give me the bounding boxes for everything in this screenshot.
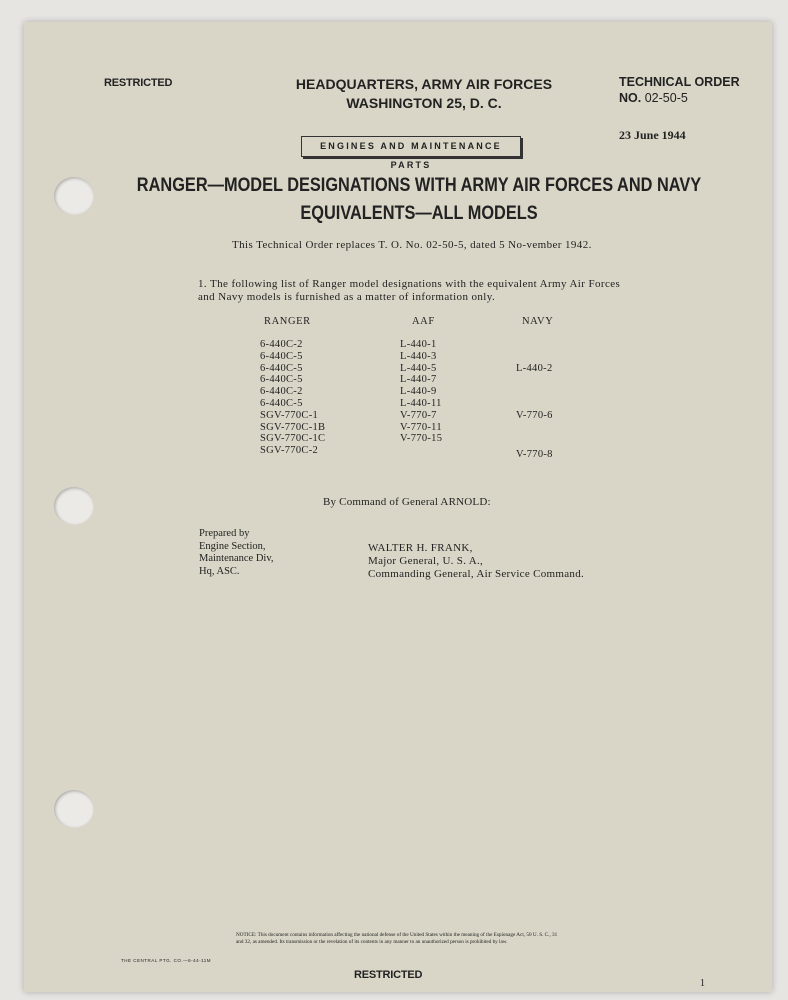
punch-hole	[54, 487, 94, 525]
page-number: 1	[700, 978, 705, 989]
aaf-model-cell: L-440-3	[400, 350, 437, 362]
ranger-model-cell: 6-440C-5	[260, 374, 303, 386]
signatory-rank: Major General, U. S. A.,	[368, 555, 484, 567]
navy-model-cell: L-440-2	[516, 362, 553, 374]
column-header-navy: NAVY	[522, 316, 554, 327]
title-line-1: RANGER—MODEL DESIGNATIONS WITH ARMY AIR FORCES AND NAVY	[136, 175, 702, 196]
to-no-label: NO.	[619, 91, 642, 105]
ranger-model-cell: SGV-770C-1	[260, 409, 319, 421]
punch-hole	[54, 790, 94, 828]
to-label: TECHNICAL ORDER	[619, 75, 740, 89]
technical-order-number	[619, 74, 740, 106]
navy-model-cell: V-770-6	[516, 409, 553, 421]
replaces-note: This Technical Order replaces T. O. No. 02-50-5, dated 5 No-vember 1942.	[232, 239, 592, 251]
printer-line: THE CENTRAL PTG. CO.—6-44-11M	[121, 958, 212, 963]
ranger-model-cell: 6-440C-5	[260, 398, 303, 409]
navy-model-cell: V-770-8	[516, 449, 553, 461]
hq-line-2: WASHINGTON 25, D. C.	[346, 95, 502, 111]
document-title	[131, 172, 707, 228]
aaf-model-cell: V-770-7	[400, 409, 437, 421]
prepared-line: Hq, ASC.	[199, 565, 240, 577]
punch-hole	[54, 177, 94, 215]
restricted-marking-top: RESTRICTED	[104, 77, 173, 89]
prepared-line: Engine Section,	[199, 540, 266, 552]
document-page	[24, 22, 772, 992]
ranger-model-cell: 6-440C-5	[260, 362, 303, 374]
command-line: By Command of General ARNOLD:	[323, 496, 491, 508]
aaf-model-cell: L-440-1	[400, 339, 437, 350]
aaf-model-cell: V-770-15	[400, 433, 443, 445]
column-header-ranger: RANGER	[264, 316, 311, 327]
ranger-model-cell: SGV-770C-1C	[260, 433, 326, 445]
signature-block	[368, 542, 584, 581]
aaf-model-cell: L-440-9	[400, 386, 437, 398]
paragraph-1: 1. The following list of Ranger model designations with the equivalent Army Air Forces and Navy models is furnished as a matter of information only.	[198, 278, 621, 303]
restricted-marking-bottom: RESTRICTED	[354, 969, 423, 981]
prepared-by	[199, 528, 274, 578]
headquarters-heading	[244, 75, 604, 113]
aaf-model-cell: L-440-7	[400, 374, 437, 386]
ranger-model-cell: SGV-770C-2	[260, 445, 319, 457]
ranger-model-cell: 6-440C-2	[260, 339, 303, 350]
espionage-notice: NOTICE: This document contains information affecting the national defense of the United States within the meaning of the Espionage Act, 50 U. S. C., 31 and 32, as amended. Its transmission or the revelation of its contents in any manner to an unauthorized person is prohibited by law.	[236, 932, 558, 945]
to-number: 02-50-5	[644, 91, 688, 105]
category-box: ENGINES AND MAINTENANCE PARTS	[301, 136, 521, 157]
signatory-title: Commanding General, Air Service Command.	[368, 568, 585, 580]
column-header-aaf: AAF	[412, 316, 435, 327]
title-line-2: EQUIVALENTS—ALL MODELS	[300, 203, 538, 224]
aaf-model-cell: L-440-11	[400, 398, 442, 409]
aaf-model-cell: L-440-5	[400, 362, 437, 374]
prepared-line: Maintenance Div,	[199, 553, 274, 564]
document-date: 23 June 1944	[619, 128, 686, 142]
ranger-model-cell: 6-440C-2	[260, 386, 303, 398]
prepared-line: Prepared by	[199, 528, 250, 539]
signatory-name: WALTER H. FRANK,	[368, 542, 473, 554]
aaf-model-cell: V-770-11	[400, 421, 442, 433]
ranger-model-cell: 6-440C-5	[260, 350, 303, 362]
hq-line-1: HEADQUARTERS, ARMY AIR FORCES	[295, 76, 553, 92]
ranger-model-cell: SGV-770C-1B	[260, 421, 326, 433]
